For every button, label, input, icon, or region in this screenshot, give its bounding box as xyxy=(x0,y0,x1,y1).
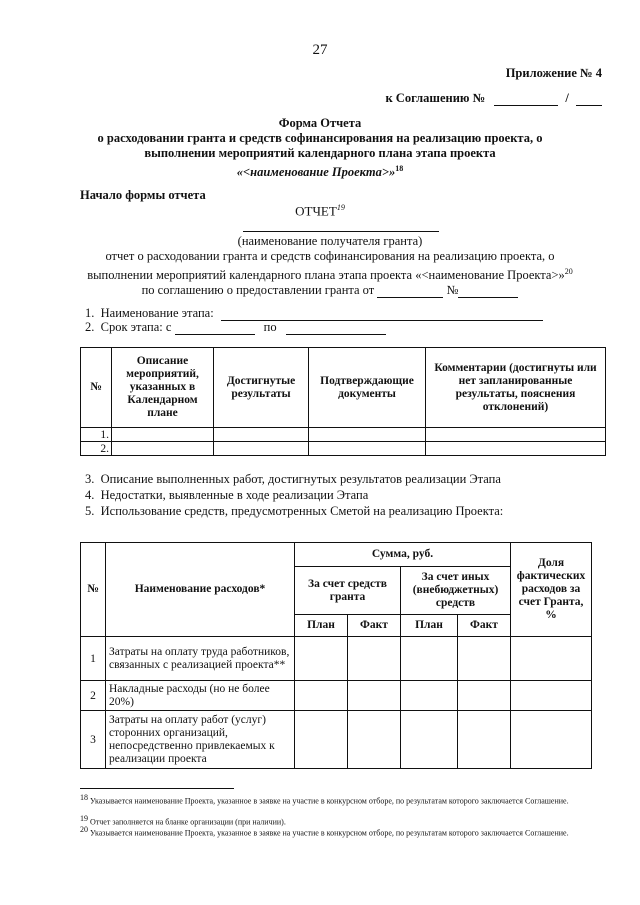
footnote-separator xyxy=(80,788,234,789)
form-title-line3: выполнении мероприятий календарного плана этапа проекта xyxy=(144,146,496,160)
agreement-reference: к Соглашению № / xyxy=(385,91,602,106)
section-3: 3. Описание выполненных работ, достигнутых результатов реализации Этапа xyxy=(85,472,501,486)
report-text-line3: по соглашению о предоставлении гранта от № xyxy=(62,283,598,298)
form-title-line1: Форма Отчета xyxy=(278,116,362,130)
form-title-line2: о расходовании гранта и средств софинансирования на реализацию проекта, о xyxy=(97,131,543,145)
form-title-line4 xyxy=(60,161,580,180)
col-number: № xyxy=(81,543,106,637)
report-description xyxy=(62,234,598,298)
col-grant-fact: Факт xyxy=(348,615,401,637)
col-other-funds: За счет иных (внебюджетных) средств xyxy=(401,567,511,615)
form-title xyxy=(60,116,580,180)
stage-activities-table xyxy=(80,347,606,456)
recipient-caption: (наименование получателя гранта) xyxy=(237,234,423,248)
report-text-line2: выполнении мероприятий календарного плана этапа проекта «<наименование Проекта>»$^{20}$ xyxy=(87,267,573,283)
form-start-heading: Начало формы отчета xyxy=(80,188,206,202)
report-title-text: ОТЧЕТ xyxy=(295,203,337,219)
col-results: Достигнутые результаты xyxy=(214,348,309,428)
expenses-table xyxy=(80,542,592,769)
table-row: 2. xyxy=(81,442,606,456)
table-row: 1. xyxy=(81,428,606,442)
footnote-ref-20: 20 xyxy=(564,267,573,276)
stage-name-item: 1. Наименование этапа: xyxy=(85,306,543,321)
section-4: 4. Недостатки, выявленные в ходе реализации Этапа xyxy=(85,488,369,502)
table-header-row xyxy=(81,348,606,428)
appendix-label: Приложение № 4 xyxy=(505,66,602,80)
agreement-year-blank xyxy=(576,94,602,106)
table-row: 2 Накладные расходы (но не более 20%) xyxy=(81,681,592,711)
stage-end-blank xyxy=(286,323,386,335)
col-documents: Подтверждающие документы xyxy=(309,348,426,428)
report-title xyxy=(0,203,640,219)
project-name-placeholder: «<наименование Проекта>» xyxy=(236,165,396,180)
section-5: 5. Использование средств, предусмотренных Сметой на реализацию Проекта: xyxy=(85,504,504,518)
footnote-20: $^{20}$ Указывается наименование Проекта, указанное в заявке на участие в конкурсном отборе, по результатам которого заключается Соглашение. xyxy=(80,825,569,838)
agreement-date-blank xyxy=(377,286,443,298)
recipient-name-line xyxy=(243,231,439,232)
footnote-19: $^{19}$ Отчет заполняется на бланке организации (при наличии). xyxy=(80,814,286,827)
col-grant-plan: План xyxy=(295,615,348,637)
table-row: 3 Затраты на оплату работ (услуг) сторонних организаций, непосредственно привлекаемых к реализации проекта xyxy=(81,711,592,769)
col-other-fact: Факт xyxy=(458,615,511,637)
col-expense-name: Наименование расходов* xyxy=(106,543,295,637)
page-number: 27 xyxy=(312,42,328,58)
col-activity-description: Описание мероприятий, указанных в Календарном плане xyxy=(112,348,214,428)
footnote-18: $^{18}$ Указывается наименование Проекта, указанное в заявке на участие в конкурсном отборе, по результатам которого заключается Соглашение. xyxy=(80,793,569,806)
col-grant-share: Доля фактических расходов за счет Гранта, % xyxy=(511,543,592,637)
table-row: 1 Затраты на оплату труда работников, связанных с реализацией проекта** xyxy=(81,637,592,681)
footnote-ref-19: 19 xyxy=(336,203,345,212)
col-sum: Сумма, руб. xyxy=(295,543,511,567)
footnote-ref-18: 18 xyxy=(395,164,404,173)
agreement-label: к Соглашению № xyxy=(385,91,486,105)
col-number: № xyxy=(81,348,112,428)
agreement-number-blank xyxy=(494,94,558,106)
col-comments: Комментарии (достигнуты или нет запланированные результаты, пояснения отклонений) xyxy=(426,348,606,428)
stage-period-item: 2. Срок этапа: с по xyxy=(85,320,386,335)
col-other-plan: План xyxy=(401,615,458,637)
report-text-line1: отчет о расходовании гранта и средств софинансирования на реализацию проекта, о xyxy=(105,249,555,263)
agreement-no-blank xyxy=(458,286,518,298)
stage-start-blank xyxy=(175,323,255,335)
col-grant-funds: За счет средств гранта xyxy=(295,567,401,615)
